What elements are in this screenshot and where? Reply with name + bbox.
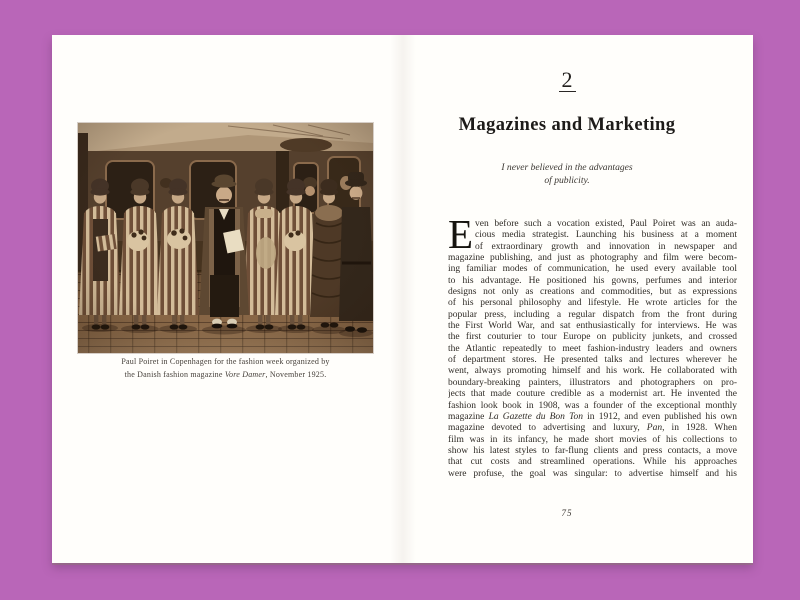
body-line: jects that made couture credible as a modernist art. He invented the bbox=[448, 389, 737, 400]
body-line: designs not only as creations and commodities, but as expressions bbox=[448, 287, 737, 298]
body-line: to his advantage. He positioned his gowns, perfumes and interior bbox=[448, 275, 737, 286]
body-line: magazine La Gazette du Bon Ton in 1912, and even published his own bbox=[448, 411, 737, 422]
epigraph bbox=[417, 161, 717, 187]
photo-vignette bbox=[78, 123, 373, 353]
body-line: that cut costs and streamlined operations. While his approaches bbox=[448, 457, 737, 468]
drop-cap: E bbox=[448, 211, 474, 257]
left-page bbox=[52, 35, 402, 563]
chapter-title: Magazines and Marketing bbox=[458, 115, 676, 135]
book-spread bbox=[52, 35, 753, 563]
body-line: went, always promoting himself and his work. He collaborated with bbox=[448, 366, 737, 377]
body-line: cious media strategist. Launching his business at a moment bbox=[475, 230, 737, 241]
body-line: of department stores. He presented talks and lectures wherever he bbox=[448, 355, 737, 366]
body-line: popular press, including a regular dispatch from the front during bbox=[448, 309, 737, 320]
body-line: the Atlantic repeatedly to meet fashion-industry leaders and owners bbox=[448, 343, 737, 354]
photo-illustration bbox=[78, 123, 373, 353]
body-line: fashion look book in 1908, was a founder of the exceptional monthly bbox=[448, 400, 737, 411]
page-number: 75 bbox=[561, 508, 573, 518]
body-line: boundary-breaking painters, illustrators and photographers on pro- bbox=[448, 377, 737, 388]
photo-paul-poiret bbox=[78, 123, 373, 353]
body-text bbox=[448, 211, 737, 480]
body-line: the first couturier to tour Europe on publicity junkets, and crossed bbox=[448, 332, 737, 343]
body-line: of extraordinary growth and innovation in newspaper and bbox=[475, 241, 737, 252]
epigraph-line-2: of publicity. bbox=[544, 175, 590, 186]
body-line: ven before such a vocation existed, Paul Poiret was an auda- bbox=[475, 219, 737, 229]
caption-line-1: Paul Poiret in Copenhagen for the fashion week organized by bbox=[121, 357, 330, 366]
body-line: ing familiar modes of communication, he used every available tool bbox=[448, 264, 737, 275]
body-line: were profuse, the goal was singular: to advertise himself and his bbox=[448, 468, 737, 479]
body-line: the First World War, and sat enthusiastically for interviews. He was bbox=[448, 321, 737, 332]
body-line: show his latest styles to far-flung clients and press contacts, a move bbox=[448, 445, 737, 456]
photo-caption bbox=[68, 356, 383, 381]
body-line: magazine devoted to advertising and luxury, Pan, in 1928. When bbox=[448, 423, 737, 434]
chapter-number: 2 bbox=[417, 67, 717, 93]
body-line: film was in its infancy, he made short movies of his collections to bbox=[448, 434, 737, 445]
caption-line-2: the Danish fashion magazine Vore Damer, November 1925. bbox=[124, 369, 327, 379]
epigraph-line-1: I never believed in the advantages bbox=[501, 162, 633, 173]
body-line: magazine publishing, and just as photography and film were becom- bbox=[448, 253, 737, 264]
body-text-lines bbox=[448, 211, 737, 480]
body-line: of his personal philosophy and lifestyle. He wrote articles for the bbox=[448, 298, 737, 309]
